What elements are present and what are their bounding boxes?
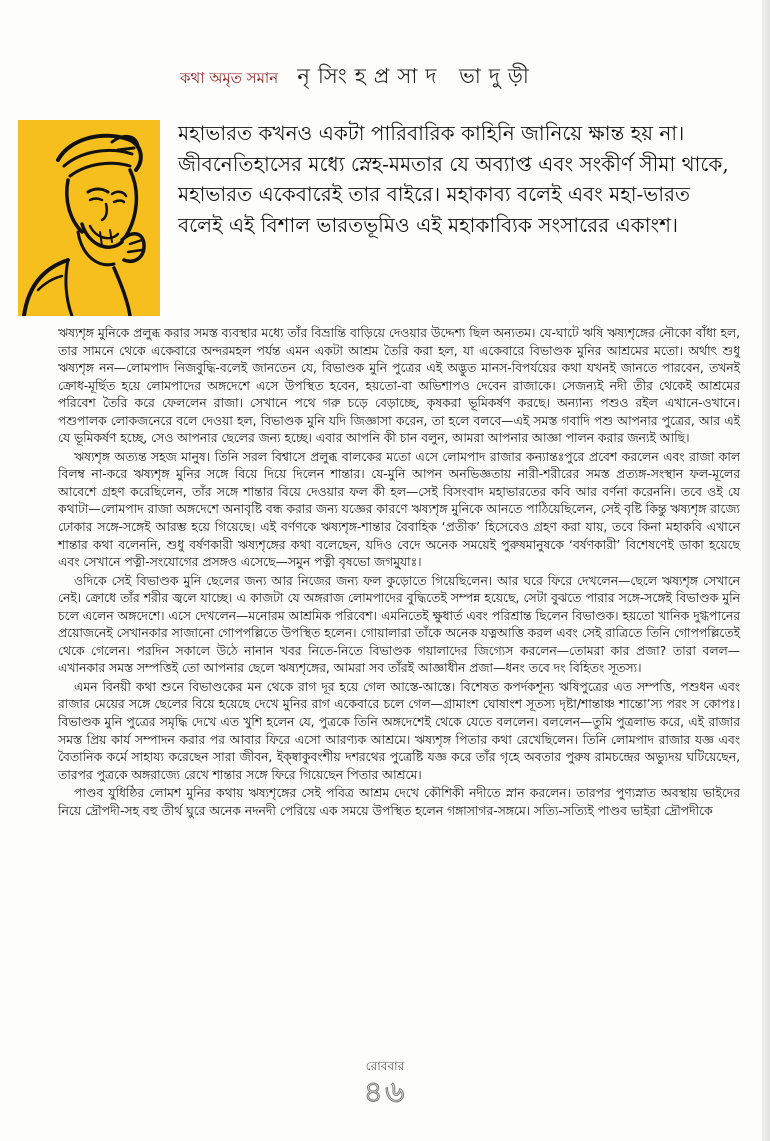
article-body xyxy=(58,325,740,821)
page-number: ৪৬ xyxy=(363,1075,407,1110)
article-paragraph: পাণ্ডব যুধিষ্ঠির লোমশ মুনির কথায় ঋষ্যশৃঙ্গের সেই পবিত্র আশ্রম দেখে কৌশিকী নদীতে স্নান করলেন। তারপর পুণ্যস্নাত অবস্থায় ভাইদের নিয়ে দ্রৌপদী-সহ বহু তীর্থ ঘুরে অনেক নদনদী পেরিয়ে এক সময়ে উপস্থিত হলেন গঙ্গাসাগর-সঙ্গমে। সত্যি-সত্যিই পাণ্ডব ভাইরা দ্রৌপদীকে xyxy=(58,786,740,818)
article-paragraph: ওদিকে সেই বিভাণ্ডক মুনি ছেলের জন্য আর নিজের জন্য ফল কুড়োতে গিয়েছিলেন। আর ঘরে ফিরে দেখলেন—ছেলে ঋষ্যশৃঙ্গ সেখানে নেই। ক্রোধে তাঁর শরীর জ্বলে যাচ্ছে। এ কাজটা যে অঙ্গরাজ লোমপাদের বুদ্ধিতেই সম্পন্ন হয়েছে, সেটা বুঝতে পারার সঙ্গে-সঙ্গেই বিভাণ্ডক মুনি চলে এলেন অঙ্গদেশে। এসে দেখলেন—মনোরম আশ্রমিক পরিবেশ। এমনিতেই ক্ষুধার্ত এবং পরিশ্রান্ত ছিলেন বিভাণ্ডক। হয়তো খানিক দুগ্ধপানের প্রয়োজনেই সেখানকার সাজানো গোপপল্লিতে উপস্থিত হলেন। গোয়ালারা তাঁকে অনেক যত্নআত্তি করল এবং সেই রাত্রিতে তিনি গোপপল্লিতেই থেকে গেলেন। পরদিন সকালে উঠে নানান খবর নিতে-নিতে বিভাণ্ডক গয়ালাদের জিগ্যেস করলেন—তোমরা কার প্রজা? তারা বলল—এখানকার সমস্ত সম্পত্তিই তো আপনার ছেলে ঋষ্যশৃঙ্গের, আমরা সব তাঁরই আজ্ঞাধীন প্রজা—ধনং তবে দং বিহিতং সূতস্য। xyxy=(58,573,740,676)
article-paragraph: ঋষ্যশৃঙ্গ অত্যন্ত সহজ মানুষ। তিনি সরল বিশ্বাসে প্রলুব্ধ বালকের মতো এসে লোমপাদ রাজার কন্যান্তঃপুরে প্রবেশ করলেন এবং রাজা কাল বিলম্ব না-করে ঋষ্যশৃঙ্গ মুনির সঙ্গে বিয়ে দিয়ে দিলেন শান্তার। যে-মুনি আপন অনভিজ্ঞতায় নারী-শরীরের সমস্ত প্রত্যঙ্গ-সংস্থান ফল-মূলের আবেশে গ্রহণ করেছিলেন, তাঁর সঙ্গে শান্তার বিয়ে দেওয়ার ফল কী হল—সেই বিসংবাদ মহাভারতের কবি আর বর্ণনা করেননি। তবে ওই যে কথাটা—লোমপাদ রাজা অঙ্গদেশে অনাবৃষ্টি বন্ধ করার জন্য যজ্ঞের কারণে ঋষ্যশৃঙ্গ মুনিকে আনতে পাঠিয়েছিলেন, সেই বৃষ্টি কিন্তু ঋষ্যশৃঙ্গ রাজ্যে ঢোকার সঙ্গে-সঙ্গেই আরম্ভ হয়ে গিয়েছে। এই বর্ণণকে ঋষ্যশৃঙ্গ-শান্তার বৈবাহিক ‘প্রতীক’ হিসেবেও গ্রহণ করা যায়, তবে কিনা মহাকবি এখানে শান্তার কথা বলেননি, শুধু বর্ষণকারী ঋষ্যশৃঙ্গের কথা বলেছেন, যদিও বেদে অনেক সময়েই পুরুষমানুষকে ‘বর্ষণকারী’ বিশেষণেই ডাকা হয়েছে এবং সেখানে পত্নী-সংযোগের প্রসঙ্গও এসেছে—সমুন পত্নী বৃষভো জগমু্যাঃ। xyxy=(58,449,740,570)
page-header xyxy=(180,60,537,95)
article-paragraph: এমন বিনয়ী কথা শুনে বিভাণ্ডকের মন থেকে রাগ দূর হয়ে গেল আস্তে-আস্তে। বিশেষত কপর্দকশূন্য ঋষিপুত্রের এত সম্পত্তি, পশুধন এবং রাজার মেয়ের সঙ্গে ছেলের বিয়ে হয়েছে দেখে মুনির রাগ একেবারে চলে গেল—গ্রামাংশ ঘোষাংশ সূতস্য দৃষ্টা/শান্তাঞ্চ শান্তো’স্য পরং স কোপঃ। বিভাণ্ডক মুনি পুত্রের সমৃদ্ধি দেখে এত খুশি হলেন যে, পুত্রকে তিনি অঙ্গদেশেই থেকে যেতে বললেন। বললেন—তুমি পুত্রলাভ করে, এই রাজার সমস্ত প্রিয় কার্য সম্পাদন করার পর আবার ফিরে এসো আরণ্যক আশ্রমে। ঋষ্যশৃঙ্গ পিতার কথা রেখেছিলেন। তিনি লোমপাদ রাজার যজ্ঞ এবং বৈতানিক কর্মে সাহায্য করেছেন সারা জীবন, ইক্ষ্বাকুবংশীয় দশরথের পুত্রেষ্টি যজ্ঞ করে তাঁর গৃহে অবতার পুরুষ রামচন্দ্রের অভ্যুদয় ঘটিয়েছেন, তারপর পুত্রকে অঙ্গরাজ্যে রেখে শান্তার সঙ্গে ফিরে গিয়েছেন পিতার আশ্রমে। xyxy=(58,679,740,782)
author-name: নৃসিংহপ্রসাদ ভাদুড়ী xyxy=(297,64,537,88)
intro-paragraph: মহাভারত কখনও একটা পারিবারিক কাহিনি জানিয়ে ক্ষান্ত হয় না। জীবনেতিহাসের মধ্যে স্নেহ-মমতার যে অব্যাপ্ত এবং সংকীর্ণ সীমা থাকে, মহাভারত একেবারেই তার বাইরে। মহাকাব্য বলেই এবং মহা-ভারত বলেই এই বিশাল ভারতভূমিও এই মহাকাব্যিক সংসারের একাংশ। xyxy=(178,121,729,237)
author-portrait-sketch xyxy=(18,120,160,316)
page-edge xyxy=(762,0,770,1141)
magazine-name: রোববার xyxy=(365,1059,405,1073)
column-name: কথা অমৃত সমান xyxy=(180,69,279,87)
page-footer xyxy=(330,1058,440,1108)
article-paragraph: ঋষ্যশৃঙ্গ মুনিকে প্রলুব্ধ করার সমস্ত ব্যবস্থার মধ্যে তাঁর বিভ্রান্তি বাড়িয়ে দেওয়ার উদ্দেশ্য ছিল অন্যতম। যে-ঘাটে ঋষি ঋষ্যশৃঙ্গের নৌকো বাঁধা হল, তার সামনে থেকে একেবারে অন্দরমহল পর্যন্ত এমন একটা আশ্রম তৈরি করা হল, যা একেবারে বিভাণ্ডক মুনির আশ্রমের মতো। অর্থাৎ শুধু ঋষ্যশৃঙ্গ নন—লোমপাদ নিজবুদ্ধি-বলেই জানতেন যে, বিভাণ্ডক মুনি পুত্রের এই অদ্ভুত মানস-বিপর্যয়ের কথা যখনই জানতে পারবেন, তখনই ক্রোধ-মূর্ছিত হয়ে লোমপাদের অঙ্গদেশে এসে উপস্থিত হবেন, হয়তো-বা অভিশাপও দেবেন রাজাকে। সেজন্যই নদী তীর থেকেই আশ্রমের পরিবেশ তৈরি করে ফেললেন রাজা। সেখানে পথে গরু চড়ে বেড়াচ্ছে, কৃষকরা ভূমিকর্ষণ করছে। অন্যান্য পশুও রইল এখানে-ওখানে। পশুপালক লোকজনেরে বলে দেওয়া হল, বিভাণ্ডক মুনি যদি জিজ্ঞাসা করেন, তা হলে বলবে—এই সমস্ত গবাদি পশু আপনার পুত্রের, আর এই যে ভূমিকর্ষণ হচ্ছে, সেও আপনার ছেলের জন্য হচ্ছে। এবার আপনি কী চান বলুন, আমরা আপনার আজ্ঞা পালন করার জন্যই আছি। xyxy=(58,326,740,446)
